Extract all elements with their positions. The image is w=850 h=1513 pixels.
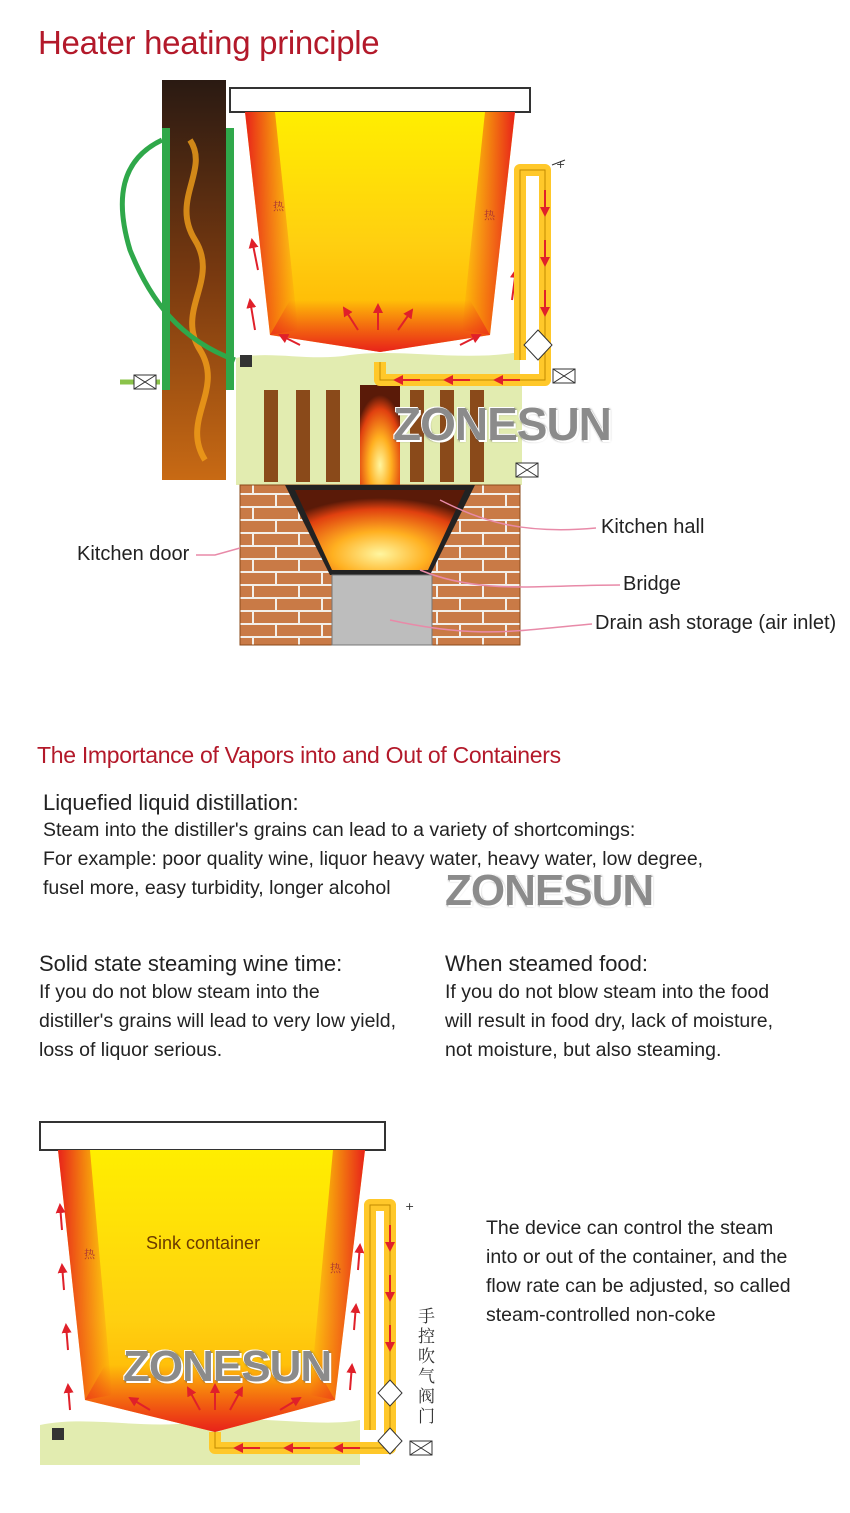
- steam-container-diagram: [0, 1110, 460, 1480]
- description-line-3: flow rate can be adjusted, so called: [486, 1275, 791, 1297]
- description-line-1: The device can control the steam: [486, 1217, 774, 1239]
- steamed-line-2: will result in food dry, lack of moisture,: [445, 1010, 774, 1032]
- liquefied-line-3: fusel more, easy turbidity, longer alcohol: [43, 877, 391, 899]
- page-title: Heater heating principle: [38, 24, 380, 61]
- pot-rim: [230, 88, 530, 112]
- svg-text:+: +: [405, 1200, 415, 1213]
- svg-text:+: +: [556, 158, 566, 171]
- steamed-heading: When steamed food:: [445, 951, 649, 976]
- label-kitchen-hall: Kitchen hall: [601, 516, 705, 538]
- liquefied-heading: Liquefied liquid distillation:: [43, 790, 299, 815]
- steamed-line-3: not moisture, but also steaming.: [445, 1039, 722, 1061]
- solid-line-2: distiller's grains will lead to very low yield,: [39, 1010, 397, 1032]
- description-line-4: steam-controlled non-coke: [486, 1304, 716, 1326]
- sink-container-label: Sink container: [146, 1233, 261, 1253]
- watermark-bottom: ZONESUN: [123, 1342, 332, 1391]
- label-kitchen-door: Kitchen door: [77, 543, 190, 565]
- solid-heading: Solid state steaming wine time:: [39, 951, 343, 976]
- ash-storage: [332, 575, 432, 645]
- watermark-top: ZONESUN: [393, 398, 611, 450]
- section-title: The Importance of Vapors into and Out of Containers: [37, 742, 561, 768]
- container-rim: [40, 1122, 385, 1150]
- svg-text:热: 热: [484, 209, 495, 222]
- liquefied-line-1: Steam into the distiller's grains can lead to a variety of shortcomings:: [43, 819, 636, 841]
- svg-text:热: 热: [330, 1262, 341, 1275]
- solid-line-1: If you do not blow steam into the: [39, 981, 320, 1003]
- label-drain-ash-storage: Drain ash storage (air inlet): [595, 612, 837, 634]
- chimney: [162, 80, 226, 480]
- liquefied-line-2: For example: poor quality wine, liquor heavy water, heavy water, low degree,: [43, 848, 704, 870]
- description-line-2: into or out of the container, and the: [486, 1246, 788, 1268]
- svg-text:热: 热: [84, 1248, 95, 1261]
- svg-text:手控吹气阀门: 手控吹气阀门: [418, 1307, 435, 1427]
- steamed-line-1: If you do not blow steam into the food: [445, 981, 770, 1003]
- solid-line-3: loss of liquor serious.: [39, 1039, 223, 1061]
- label-bridge: Bridge: [623, 573, 681, 595]
- watermark-middle: ZONESUN: [445, 866, 654, 915]
- valve-label: [418, 1307, 435, 1427]
- svg-text:热: 热: [273, 200, 284, 213]
